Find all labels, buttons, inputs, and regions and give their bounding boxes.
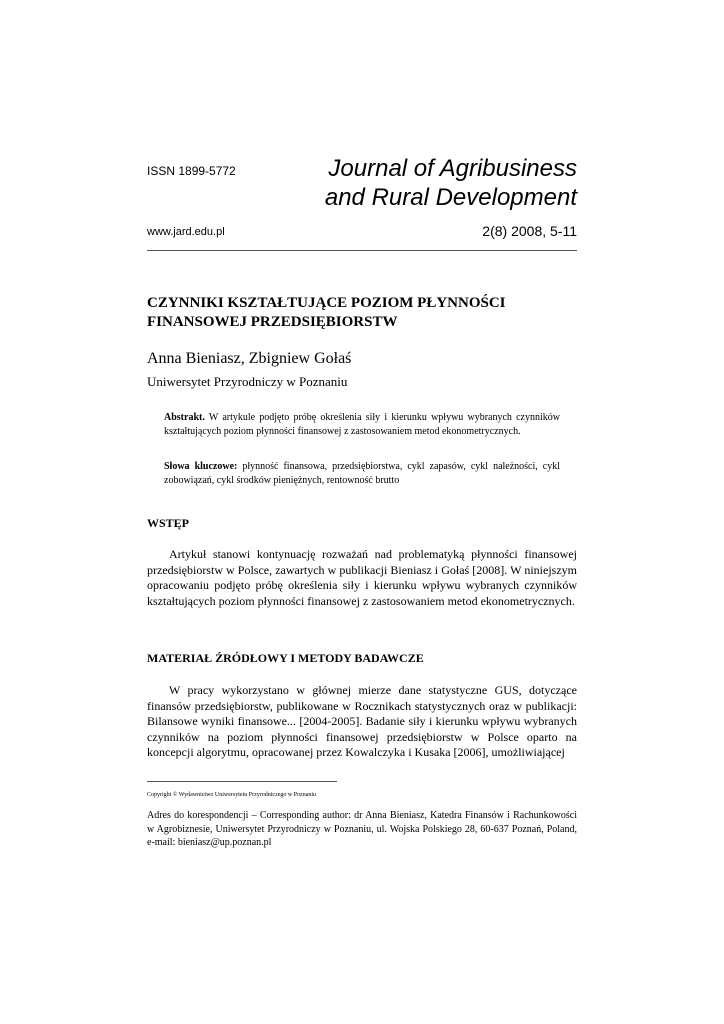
abstract <box>164 411 560 439</box>
abstract-label: Abstrakt. <box>164 412 205 423</box>
copyright: Copyright © Wydawnictwo Uniwersytetu Przyrodniczego w Poznaniu <box>147 792 317 798</box>
correspondence-note: Adres do korespondencji – Corresponding author: dr Anna Bieniasz, Katedra Finansów i Rachunkowości w Agrobiznesie, Uniwersytet Przyrodniczy w Poznaniu, ul. Wojska Polskiego 28, 60-637 Poznań, Poland, e-mail: bieniasz@up.poznan.pl <box>147 810 577 848</box>
keywords <box>164 460 560 488</box>
issue-info: 2(8) 2008, 5-11 <box>482 223 577 239</box>
section-paragraph-intro: Artykuł stanowi kontynuację rozważań nad problematyką płynności finansowej przedsiębiorstw w Polsce, zawartych w publikacji Bieniasz i Gołaś [2008]. W niniejszym opracowaniu podjęto próbę określenia siły i kierunku wpływu wybranych czynników kształtujących poziom płynności finansowej z zastosowaniem metod ekonometrycznych. <box>147 547 577 608</box>
affiliation: Uniwersytet Przyrodniczy w Poznaniu <box>147 374 348 389</box>
journal-title-line1: Journal of Agribusiness <box>328 155 577 182</box>
keywords-label: Słowa kluczowe: <box>164 461 238 472</box>
authors: Anna Bieniasz, Zbigniew Gołaś <box>147 350 352 367</box>
footnote-rule <box>147 781 337 782</box>
keywords-text: płynność finansowa, przedsiębiorstwa, cykl zapasów, cykl należności, cykl zobowiązań, cykl środków pieniężnych, rentowność brutto <box>164 461 560 486</box>
article-title-line2: FINANSOWEJ PRZEDSIĘBIORSTW <box>147 314 398 330</box>
section-paragraph-methods: W pracy wykorzystano w głównej mierze dane statystyczne GUS, dotyczące finansów przedsiębiorstw, publikowane w Rocznikach statystycznych oraz w publikacji: Bilansowe wyniki finansowe... [2004-2005]. Badanie siły i kierunku wpływu wybranych czynników na poziom płynności finansowej przedsiębiorstw w Polsce oparto na koncepcji algorytmu, opracowanej przez Kowalczyka i Kusaka [2006], umożliwiającej <box>147 683 577 759</box>
header-rule <box>147 250 577 251</box>
article-title <box>147 294 577 332</box>
section-heading-methods: MATERIAŁ ŹRÓDŁOWY I METODY BADAWCZE <box>147 651 424 665</box>
issn: ISSN 1899-5772 <box>147 164 236 178</box>
section-heading-intro: WSTĘP <box>147 516 190 530</box>
article-title-line1: CZYNNIKI KSZTAŁTUJĄCE POZIOM PŁYNNOŚCI <box>147 295 506 311</box>
journal-url[interactable]: www.jard.edu.pl <box>147 226 225 238</box>
abstract-text: W artykule podjęto próbę określenia siły i kierunku wpływu wybranych czynników kształtujących poziom płynności finansowej z zastosowaniem metod ekonometrycznych. <box>164 412 560 437</box>
journal-title <box>300 154 577 212</box>
journal-title-line2: and Rural Development <box>324 184 577 211</box>
